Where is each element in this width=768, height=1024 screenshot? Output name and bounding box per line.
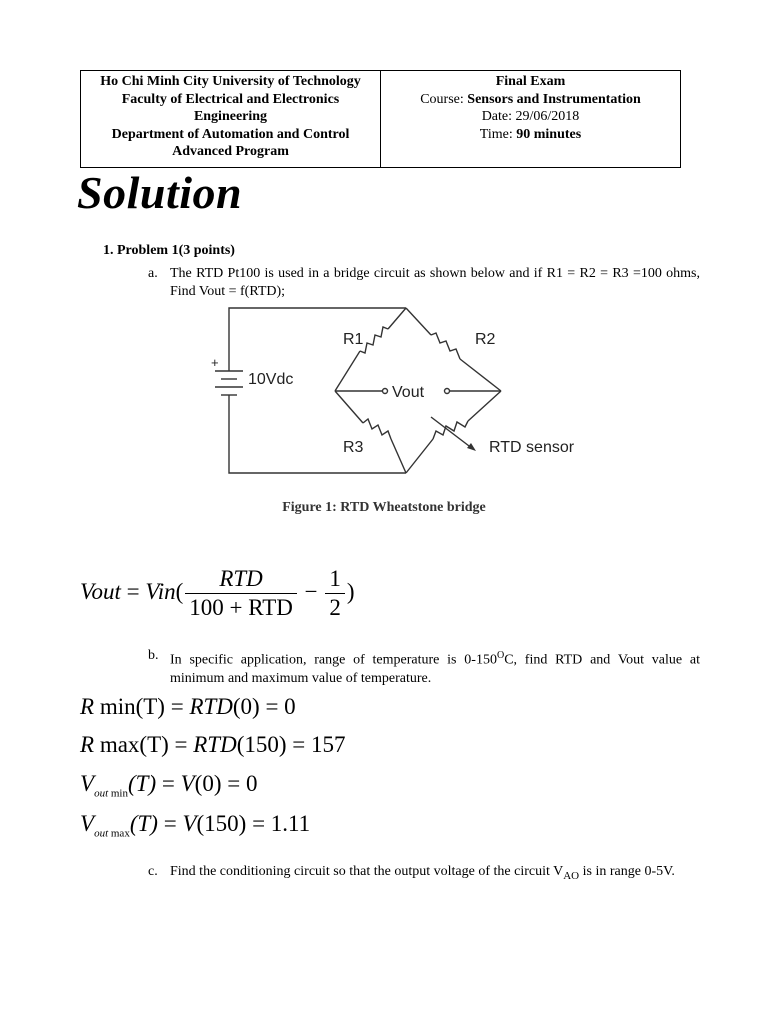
faculty-name-line1: Faculty of Electrical and Electronics — [121, 91, 340, 107]
r1-lead-top — [388, 308, 406, 329]
time-value: 90 minutes — [516, 126, 582, 142]
eq-fraction-1 — [185, 566, 297, 621]
vmin-arg: (0) = 0 — [194, 771, 258, 796]
rmin-arg: (0) = 0 — [232, 694, 296, 719]
rmin-fn: min(T) = — [94, 694, 190, 719]
vmax-t: (T) — [129, 811, 158, 836]
rmax-r: R — [80, 732, 95, 757]
vmax-sub — [94, 828, 130, 840]
part-b-label: b. — [148, 648, 159, 663]
vmin-t: (T) — [128, 771, 157, 796]
part-c-paragraph — [148, 863, 700, 885]
vmax-sub-mm: max — [108, 827, 130, 840]
vmin-v2: V — [180, 771, 195, 796]
part-c-text-after: is in range 0-5V. — [579, 864, 675, 879]
vmin-sub — [94, 788, 128, 800]
eq-close-paren: ) — [346, 578, 355, 604]
eq-den2: 2 — [329, 595, 341, 620]
exam-date: Date: 29/06/2018 — [481, 109, 580, 124]
part-c-text — [170, 863, 700, 885]
eq-open-paren: ( — [175, 578, 184, 604]
vmax-sub-out: out — [94, 827, 109, 840]
vout-terminal-left — [383, 389, 388, 394]
label-rtd-sensor: RTD sensor — [489, 439, 575, 456]
vout-terminal-right — [445, 389, 450, 394]
label-source: 10Vdc — [248, 371, 294, 388]
r1-zigzag — [360, 327, 388, 353]
rmax-arg: (150) = 157 — [236, 732, 346, 757]
r3-lead-bottom — [391, 439, 406, 473]
r2-lead-bottom — [460, 359, 501, 391]
part-a-paragraph — [148, 265, 700, 301]
eq-equals: = — [120, 578, 146, 604]
eq-vin: Vin — [145, 578, 176, 604]
r1-lead-bottom — [335, 351, 360, 391]
problem-heading: 1. Problem 1(3 points) — [103, 243, 235, 258]
rmax-rtd: RTD — [193, 732, 237, 757]
rmin-equation — [80, 694, 296, 720]
rtd-variable-arrow-line — [431, 417, 473, 449]
part-b-degree: O — [496, 650, 505, 661]
vmax-rest: = — [157, 811, 183, 836]
rmin-rtd: RTD — [189, 694, 233, 719]
wheatstone-bridge-diagram — [193, 305, 575, 487]
rmin-r: R — [80, 694, 95, 719]
eq-fraction-2 — [325, 566, 345, 621]
exam-title: Final Exam — [495, 74, 566, 89]
eq-den1: 100 + RTD — [189, 595, 293, 620]
label-vout: Vout — [392, 384, 425, 401]
part-b-text-after: C, find RTD and Vout value at minimum and maximum value of temperature. — [170, 652, 700, 686]
vmin-rest: = — [156, 771, 181, 796]
part-b-paragraph — [148, 647, 700, 688]
rmax-fn: max(T) = — [94, 732, 194, 757]
time-label: Time: — [479, 126, 517, 142]
rtd-arrow-head — [467, 443, 476, 451]
label-r1: R1 — [343, 331, 364, 348]
part-b-text — [170, 647, 700, 688]
part-c-sub: AO — [563, 869, 580, 882]
vmax-arg: (150) = 1.11 — [196, 811, 311, 836]
label-r3: R3 — [343, 439, 364, 456]
vmax-v2: V — [182, 811, 197, 836]
part-c-text-before: Find the conditioning circuit so that the output voltage of the circuit V — [170, 864, 564, 879]
eq-minus: − — [298, 578, 324, 604]
vmin-sub-out: out — [94, 787, 109, 800]
label-plus: + — [211, 355, 219, 370]
eq-lhs: Vout — [80, 578, 121, 604]
eq-num2: 1 — [325, 566, 345, 594]
program-name: Advanced Program — [172, 144, 289, 159]
r2-zigzag — [431, 333, 460, 359]
vmax-v: V — [80, 811, 95, 836]
university-name: Ho Chi Minh City University of Technology — [100, 74, 361, 89]
part-c-label: c. — [148, 864, 158, 879]
course-line — [420, 91, 641, 109]
rtd-lead-bottom — [406, 439, 433, 473]
label-r2: R2 — [475, 331, 496, 348]
part-a-text: The RTD Pt100 is used in a bridge circuit as shown below and if R1 = R2 = R3 =100 ohms, Find Vout = f(RTD); — [170, 266, 700, 299]
vmin-v: V — [80, 771, 95, 796]
rmax-equation — [80, 732, 346, 758]
bottom-wire — [229, 415, 406, 473]
course-label: Course: — [420, 91, 468, 107]
course-name: Sensors and Instrumentation — [467, 91, 641, 107]
vmin-equation — [80, 771, 257, 800]
part-b-text-before: In specific application, range of temperature is 0-150 — [170, 652, 497, 668]
vmax-equation — [80, 811, 310, 840]
top-wire — [229, 308, 406, 357]
page-title: Solution — [77, 167, 243, 218]
circuit-figure — [193, 305, 575, 487]
exam-info-cell — [381, 71, 680, 167]
vmin-sub-mm: min — [108, 787, 128, 800]
rtd-zigzag — [433, 421, 468, 439]
faculty-name-line2: Engineering — [193, 109, 268, 124]
r2-lead-top — [406, 308, 431, 335]
r3-zigzag — [363, 419, 391, 439]
rtd-lead-top — [468, 391, 501, 421]
eq-num1: RTD — [185, 566, 297, 594]
part-a-label: a. — [148, 266, 158, 281]
r3-lead-top — [335, 391, 363, 423]
exam-header-table — [80, 70, 681, 168]
figure-caption: Figure 1: RTD Wheatstone bridge — [282, 500, 486, 515]
department-name: Department of Automation and Control — [111, 126, 350, 142]
time-line — [480, 126, 581, 144]
institution-cell — [81, 71, 381, 167]
vout-equation — [80, 566, 355, 621]
